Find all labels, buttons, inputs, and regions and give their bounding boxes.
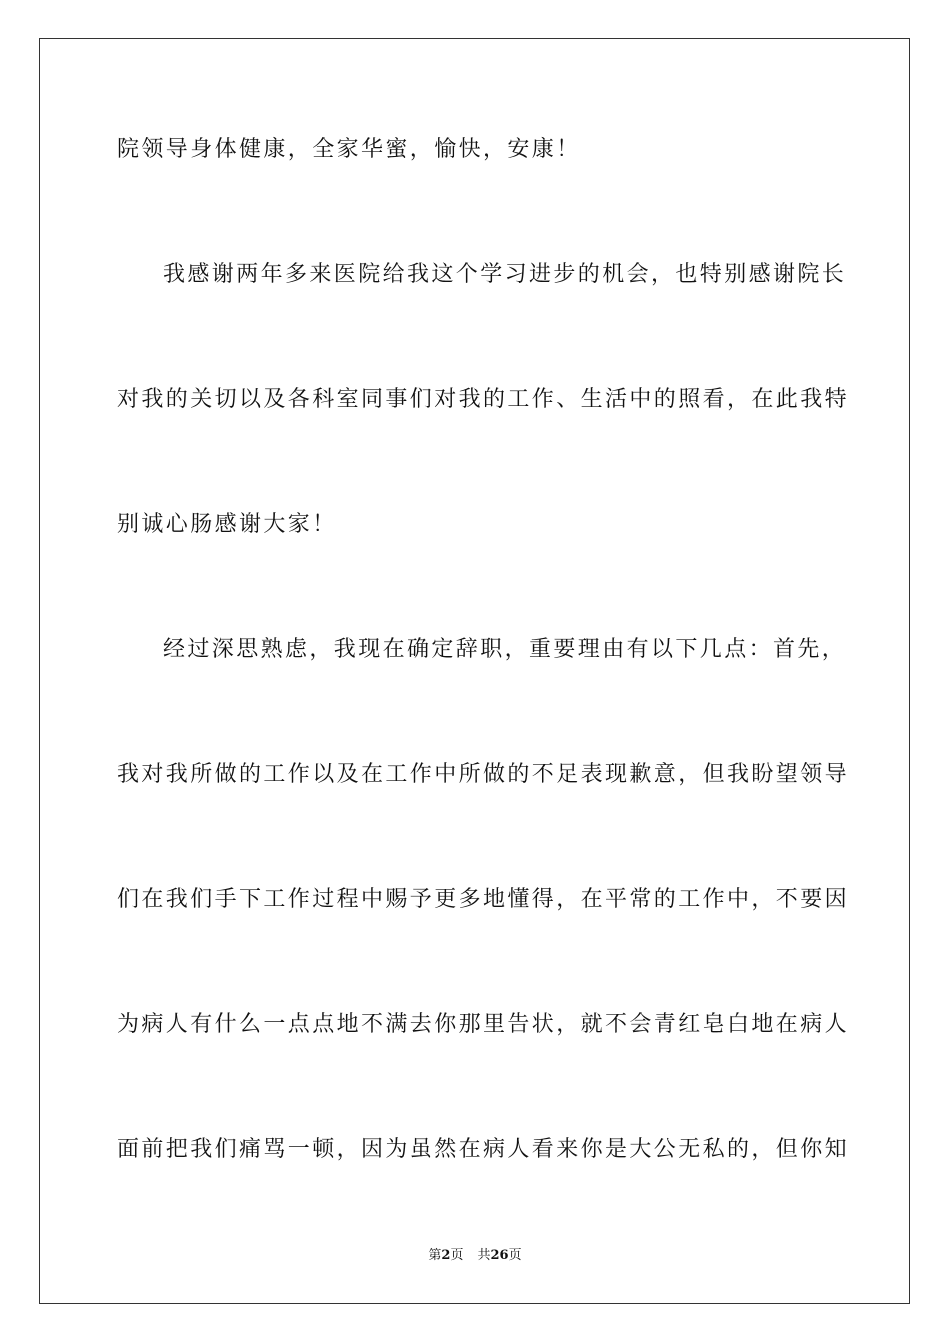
page-number: 2 [441,1248,451,1263]
page-suffix: 页 [450,1248,464,1263]
text-line: 对我的关切以及各科室同事们对我的工作、生活中的照看，在此我特 [117,387,850,412]
text-line: 别诚心肠感谢大家！ [117,512,337,537]
text-line: 面前把我们痛骂一顿，因为虽然在病人看来你是大公无私的，但你知 [117,1137,850,1162]
text-line: 院领导身体健康，全家华蜜，愉快，安康！ [117,137,581,162]
total-prefix: 共 [477,1248,491,1263]
paragraph-first-line: 经过深思熟虑，我现在确定辞职，重要理由有以下几点：首先， [163,637,847,662]
total-pages: 26 [490,1248,509,1263]
paragraph-first-line: 我感谢两年多来医院给我这个学习进步的机会，也特别感谢院长 [163,262,847,287]
page-prefix: 第 [428,1248,442,1263]
page-border [39,38,910,1304]
text-line: 我对我所做的工作以及在工作中所做的不足表现歉意，但我盼望领导 [117,762,850,787]
page-footer [0,1247,950,1265]
text-line: 们在我们手下工作过程中赐予更多地懂得，在平常的工作中，不要因 [117,887,850,912]
text-line: 为病人有什么一点点地不满去你那里告状，就不会青红皂白地在病人 [117,1012,850,1037]
total-suffix: 页 [508,1248,522,1263]
